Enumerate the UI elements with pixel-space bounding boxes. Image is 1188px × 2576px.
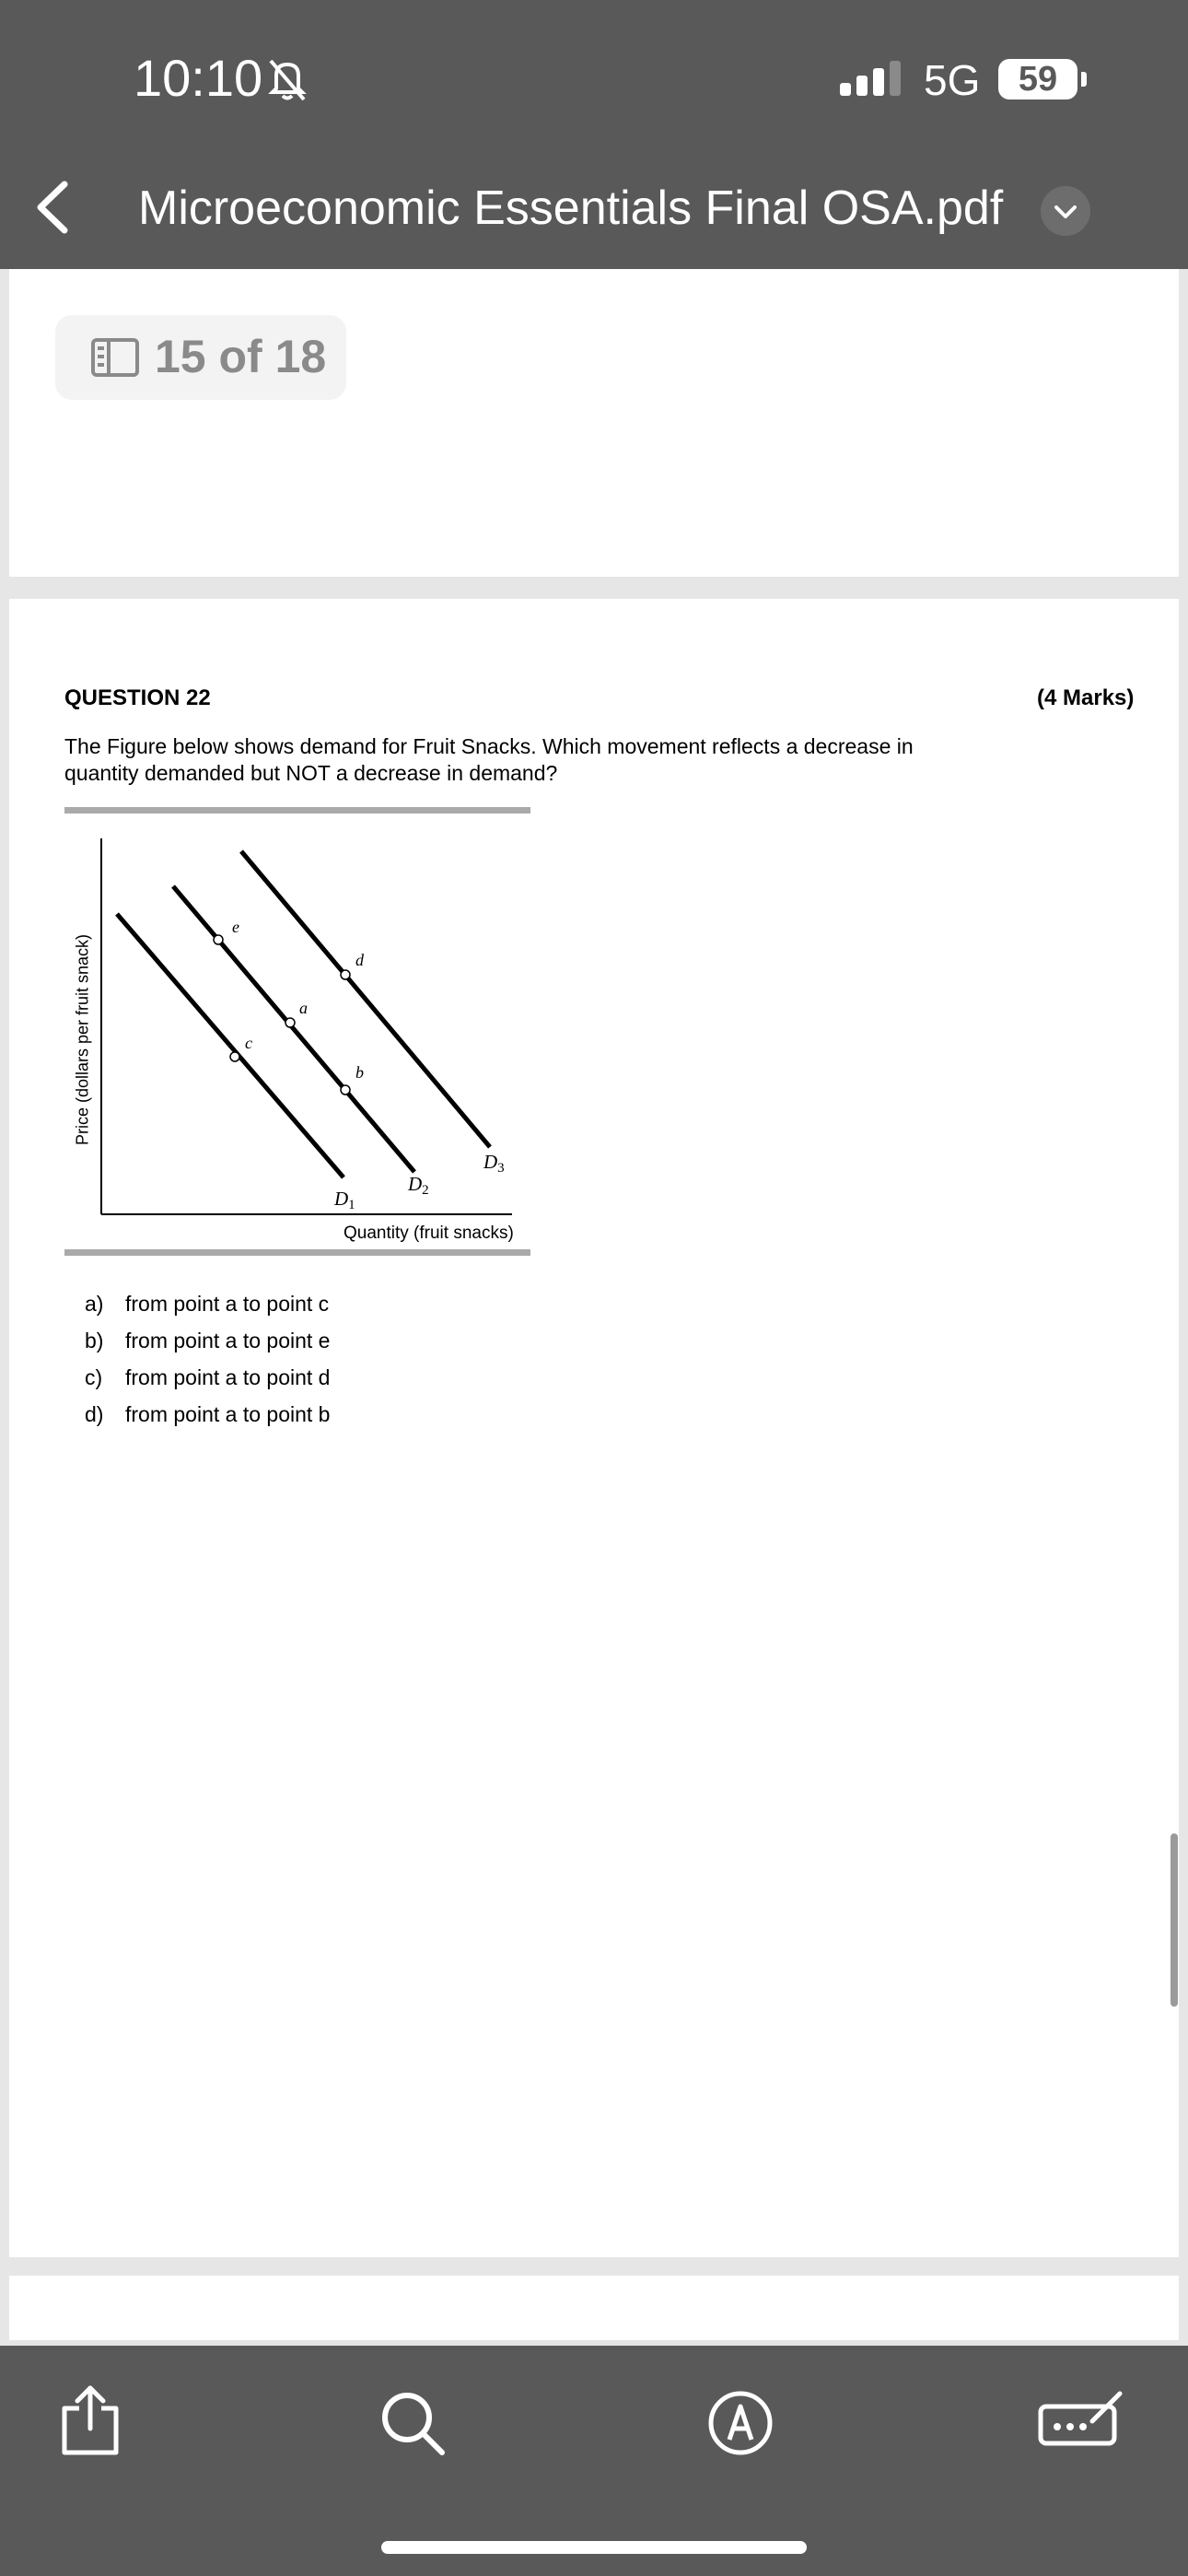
point-label-b: b: [355, 1063, 364, 1082]
battery-nub: [1081, 72, 1087, 87]
answer-options: [85, 1292, 330, 1439]
point-label-d: d: [355, 951, 364, 969]
scrollbar-thumb[interactable]: [1171, 1833, 1178, 2007]
document-title[interactable]: Microeconomic Essentials Final OSA.pdf: [138, 181, 1004, 235]
markup-icon[interactable]: [702, 2384, 779, 2462]
back-chevron-icon[interactable]: [28, 175, 83, 240]
option-c: c) from point a to point d: [85, 1365, 331, 1389]
x-axis-label: Quantity (fruit snacks): [344, 1224, 514, 1243]
question-title: QUESTION 22: [64, 685, 211, 710]
pdf-page-16: [9, 2276, 1179, 2340]
demand-figure: [64, 829, 530, 1253]
figure-top-rule: [64, 807, 530, 814]
option-d: d) from point a to point b: [85, 1402, 331, 1426]
form-fill-icon[interactable]: [1035, 2384, 1127, 2462]
curve-label-d1: D1: [334, 1188, 355, 1212]
option-a: a) from point a to point c: [85, 1292, 330, 1316]
y-axis-label: Price (dollars per fruit snack): [73, 933, 92, 1146]
question-marks: (4 Marks): [1037, 685, 1135, 710]
home-indicator: [381, 2541, 807, 2554]
search-icon[interactable]: [374, 2384, 451, 2462]
point-label-e: e: [232, 918, 239, 936]
share-icon[interactable]: [52, 2381, 129, 2458]
sidebar-icon: [90, 337, 140, 378]
point-label-c: c: [245, 1034, 252, 1052]
point-label-a: a: [299, 999, 308, 1017]
question-text: The Figure below shows demand for Fruit Snacks. Which movement reflects a decrease in quantity demanded but NOT a decrease in demand?: [64, 734, 914, 785]
battery-icon: 59: [998, 59, 1077, 100]
network-type: 5G: [924, 56, 981, 104]
page-indicator-label: 15 of 18: [155, 331, 327, 382]
chevron-down-icon[interactable]: [1041, 186, 1090, 236]
curve-label-d3: D3: [483, 1151, 505, 1176]
curve-label-d2: D2: [408, 1173, 429, 1198]
figure-bottom-rule: [64, 1249, 530, 1256]
bell-slash-icon: [263, 55, 311, 103]
option-b: b) from point a to point e: [85, 1329, 331, 1352]
status-time: 10:10: [134, 49, 263, 107]
